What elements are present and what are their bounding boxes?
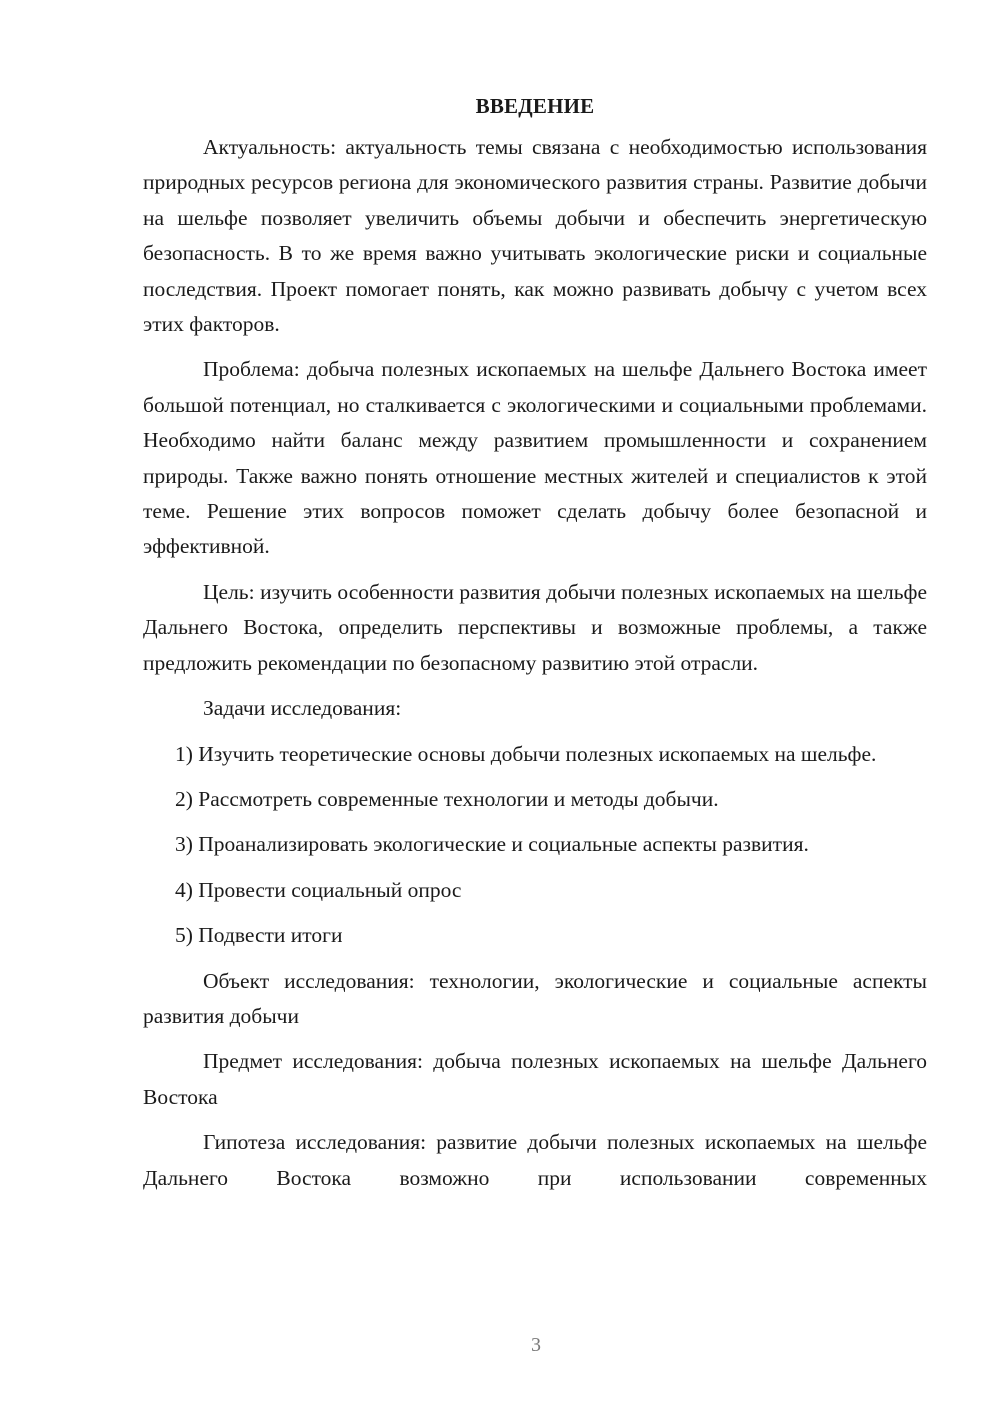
tasks-title: Задачи исследования: xyxy=(203,696,402,721)
page-number: 3 xyxy=(531,1334,541,1356)
section-heading: ВВЕДЕНИЕ xyxy=(475,94,595,118)
paragraph-subject: Предмет исследования: добыча полезных ископаемых на шельфе Дальнего Востока xyxy=(143,1049,927,1109)
paragraph-problem: Проблема: добыча полезных ископаемых на шельфе Дальнего Востока имеет большой потенциал, но сталкивается с экологическими и социальными проблемами. Необходимо найти баланс между развитием промышленности и сохранением природы. Также важно понять отношение местных жителей и специалистов к этой теме. Решение этих вопросов поможет сделать добычу более безопасной и эффективной. xyxy=(143,357,927,559)
paragraph-relevance: Актуальность: актуальность темы связана с необходимостью использования природных ресурсов региона для экономического развития страны. Развитие добычи на шельфе позволяет увеличить объемы добычи и обеспечить энергетическую безопасность. В то же время важно учитывать экологические риски и социальные последствия. Проект помогает понять, как можно развивать добычу с учетом всех этих факторов. xyxy=(143,135,927,337)
task-item: 2) Рассмотреть современные технологии и методы добычи. xyxy=(175,786,719,811)
document-page xyxy=(143,92,927,1206)
task-item: 5) Подвести итоги xyxy=(175,923,343,948)
paragraph-object: Объект исследования: технологии, экологические и социальные аспекты развития добычи xyxy=(143,968,927,1028)
task-item: 3) Проанализировать экологические и социальные аспекты развития. xyxy=(175,832,809,857)
task-item: 4) Провести социальный опрос xyxy=(175,877,462,902)
paragraph-goal: Цель: изучить особенности развития добычи полезных ископаемых на шельфе Дальнего Востока, определить перспективы и возможные проблемы, а также предложить рекомендации по безопасному развитию этой отрасли. xyxy=(143,579,927,675)
paragraph-hypothesis: Гипотеза исследования: развитие добычи полезных ископаемых на шельфе Дальнего Востока возможно при использовании современных xyxy=(143,1130,927,1190)
task-item: 1) Изучить теоретические основы добычи полезных ископаемых на шельфе. xyxy=(175,741,877,766)
